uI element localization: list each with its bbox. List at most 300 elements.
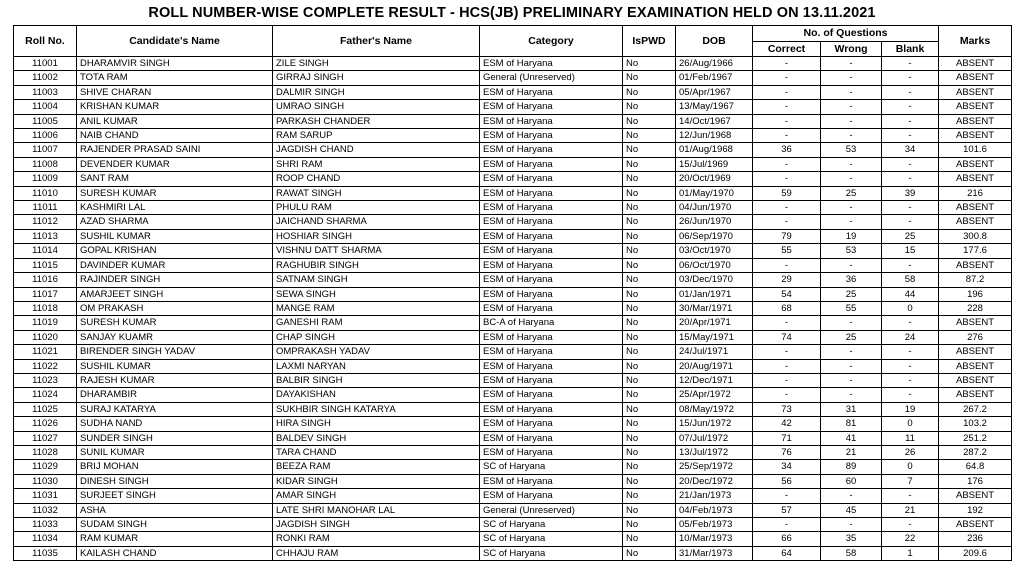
table-row	[14, 287, 1012, 301]
category-cell: ESM of Haryana	[480, 359, 623, 373]
header-marks: Marks	[939, 26, 1012, 57]
wrong-cell: -	[821, 129, 882, 143]
correct-cell: 29	[753, 273, 821, 287]
candidate-name-cell: AZAD SHARMA	[77, 215, 273, 229]
father-name-cell: SATNAM SINGH	[273, 273, 480, 287]
roll-no-cell: 11002	[14, 71, 77, 85]
blank-cell: -	[882, 345, 939, 359]
wrong-cell: -	[821, 388, 882, 402]
roll-no-cell: 11019	[14, 316, 77, 330]
roll-no-cell: 11033	[14, 518, 77, 532]
category-cell: ESM of Haryana	[480, 258, 623, 272]
roll-no-cell: 11024	[14, 388, 77, 402]
candidate-name-cell: SANJAY KUAMR	[77, 330, 273, 344]
category-cell: ESM of Haryana	[480, 143, 623, 157]
wrong-cell: 89	[821, 460, 882, 474]
correct-cell: 68	[753, 301, 821, 315]
category-cell: General (Unreserved)	[480, 71, 623, 85]
dob-cell: 12/Dec/1971	[676, 373, 753, 387]
candidate-name-cell: SUSHIL KUMAR	[77, 359, 273, 373]
category-cell: ESM of Haryana	[480, 244, 623, 258]
father-name-cell: PHULU RAM	[273, 201, 480, 215]
dob-cell: 31/Mar/1973	[676, 546, 753, 560]
wrong-cell: -	[821, 215, 882, 229]
table-row	[14, 417, 1012, 431]
wrong-cell: 25	[821, 186, 882, 200]
category-cell: SC of Haryana	[480, 532, 623, 546]
dob-cell: 14/Oct/1967	[676, 114, 753, 128]
correct-cell: -	[753, 215, 821, 229]
wrong-cell: -	[821, 316, 882, 330]
wrong-cell: -	[821, 172, 882, 186]
ispwd-cell: No	[623, 244, 676, 258]
ispwd-cell: No	[623, 201, 676, 215]
dob-cell: 30/Mar/1971	[676, 301, 753, 315]
father-name-cell: CHHAJU RAM	[273, 546, 480, 560]
roll-no-cell: 11029	[14, 460, 77, 474]
category-cell: ESM of Haryana	[480, 85, 623, 99]
candidate-name-cell: DHARAMVIR SINGH	[77, 57, 273, 71]
marks-cell: ABSENT	[939, 388, 1012, 402]
candidate-name-cell: ASHA	[77, 503, 273, 517]
candidate-name-cell: SHIVE CHARAN	[77, 85, 273, 99]
table-row	[14, 518, 1012, 532]
father-name-cell: DAYAKISHAN	[273, 388, 480, 402]
correct-cell: -	[753, 85, 821, 99]
dob-cell: 08/May/1972	[676, 402, 753, 416]
roll-no-cell: 11003	[14, 85, 77, 99]
dob-cell: 12/Jun/1968	[676, 129, 753, 143]
category-cell: ESM of Haryana	[480, 215, 623, 229]
marks-cell: 236	[939, 532, 1012, 546]
header-ispwd: IsPWD	[623, 26, 676, 57]
roll-no-cell: 11011	[14, 201, 77, 215]
father-name-cell: LAXMI NARYAN	[273, 359, 480, 373]
header-no-of-questions: No. of Questions	[753, 26, 939, 42]
dob-cell: 01/May/1970	[676, 186, 753, 200]
correct-cell: -	[753, 316, 821, 330]
category-cell: ESM of Haryana	[480, 417, 623, 431]
wrong-cell: 60	[821, 474, 882, 488]
wrong-cell: 19	[821, 229, 882, 243]
marks-cell: ABSENT	[939, 316, 1012, 330]
roll-no-cell: 11035	[14, 546, 77, 560]
ispwd-cell: No	[623, 431, 676, 445]
blank-cell: 25	[882, 229, 939, 243]
ispwd-cell: No	[623, 301, 676, 315]
blank-cell: -	[882, 388, 939, 402]
result-table	[13, 25, 1012, 561]
table-row	[14, 258, 1012, 272]
father-name-cell: JAGDISH SINGH	[273, 518, 480, 532]
dob-cell: 26/Aug/1966	[676, 57, 753, 71]
roll-no-cell: 11034	[14, 532, 77, 546]
ispwd-cell: No	[623, 215, 676, 229]
correct-cell: -	[753, 345, 821, 359]
roll-no-cell: 11017	[14, 287, 77, 301]
father-name-cell: AMAR SINGH	[273, 489, 480, 503]
blank-cell: 39	[882, 186, 939, 200]
marks-cell: ABSENT	[939, 345, 1012, 359]
ispwd-cell: No	[623, 71, 676, 85]
table-row	[14, 431, 1012, 445]
category-cell: ESM of Haryana	[480, 57, 623, 71]
wrong-cell: 53	[821, 244, 882, 258]
candidate-name-cell: SURESH KUMAR	[77, 316, 273, 330]
ispwd-cell: No	[623, 229, 676, 243]
marks-cell: 267.2	[939, 402, 1012, 416]
correct-cell: 55	[753, 244, 821, 258]
dob-cell: 01/Jan/1971	[676, 287, 753, 301]
blank-cell: 0	[882, 417, 939, 431]
correct-cell: -	[753, 100, 821, 114]
category-cell: General (Unreserved)	[480, 503, 623, 517]
candidate-name-cell: KAILASH CHAND	[77, 546, 273, 560]
ispwd-cell: No	[623, 546, 676, 560]
father-name-cell: SEWA SINGH	[273, 287, 480, 301]
blank-cell: -	[882, 518, 939, 532]
blank-cell: -	[882, 114, 939, 128]
marks-cell: 287.2	[939, 445, 1012, 459]
table-row	[14, 244, 1012, 258]
roll-no-cell: 11025	[14, 402, 77, 416]
correct-cell: -	[753, 71, 821, 85]
correct-cell: -	[753, 518, 821, 532]
table-row	[14, 316, 1012, 330]
category-cell: ESM of Haryana	[480, 489, 623, 503]
blank-cell: 26	[882, 445, 939, 459]
marks-cell: ABSENT	[939, 172, 1012, 186]
father-name-cell: HOSHIAR SINGH	[273, 229, 480, 243]
marks-cell: 196	[939, 287, 1012, 301]
father-name-cell: BALDEV SINGH	[273, 431, 480, 445]
wrong-cell: -	[821, 157, 882, 171]
correct-cell: 34	[753, 460, 821, 474]
roll-no-cell: 11007	[14, 143, 77, 157]
table-row	[14, 546, 1012, 560]
wrong-cell: 35	[821, 532, 882, 546]
candidate-name-cell: SUNDER SINGH	[77, 431, 273, 445]
marks-cell: ABSENT	[939, 100, 1012, 114]
ispwd-cell: No	[623, 186, 676, 200]
father-name-cell: JAICHAND SHARMA	[273, 215, 480, 229]
marks-cell: ABSENT	[939, 201, 1012, 215]
marks-cell: 192	[939, 503, 1012, 517]
dob-cell: 20/Apr/1971	[676, 316, 753, 330]
blank-cell: 19	[882, 402, 939, 416]
table-row	[14, 215, 1012, 229]
dob-cell: 07/Jul/1972	[676, 431, 753, 445]
dob-cell: 20/Oct/1969	[676, 172, 753, 186]
wrong-cell: 25	[821, 287, 882, 301]
roll-no-cell: 11027	[14, 431, 77, 445]
table-row	[14, 201, 1012, 215]
roll-no-cell: 11026	[14, 417, 77, 431]
father-name-cell: ROOP CHAND	[273, 172, 480, 186]
correct-cell: 59	[753, 186, 821, 200]
candidate-name-cell: NAIB CHAND	[77, 129, 273, 143]
table-row	[14, 301, 1012, 315]
dob-cell: 04/Jun/1970	[676, 201, 753, 215]
correct-cell: -	[753, 201, 821, 215]
roll-no-cell: 11023	[14, 373, 77, 387]
ispwd-cell: No	[623, 388, 676, 402]
blank-cell: 58	[882, 273, 939, 287]
table-row	[14, 503, 1012, 517]
marks-cell: ABSENT	[939, 129, 1012, 143]
wrong-cell: -	[821, 258, 882, 272]
header-wrong: Wrong	[821, 41, 882, 57]
ispwd-cell: No	[623, 345, 676, 359]
table-row	[14, 532, 1012, 546]
header-dob: DOB	[676, 26, 753, 57]
father-name-cell: UMRAO SINGH	[273, 100, 480, 114]
correct-cell: -	[753, 57, 821, 71]
table-row	[14, 460, 1012, 474]
roll-no-cell: 11008	[14, 157, 77, 171]
ispwd-cell: No	[623, 129, 676, 143]
category-cell: SC of Haryana	[480, 546, 623, 560]
category-cell: ESM of Haryana	[480, 172, 623, 186]
correct-cell: 57	[753, 503, 821, 517]
roll-no-cell: 11020	[14, 330, 77, 344]
father-name-cell: TARA CHAND	[273, 445, 480, 459]
candidate-name-cell: RAM KUMAR	[77, 532, 273, 546]
father-name-cell: SUKHBIR SINGH KATARYA	[273, 402, 480, 416]
candidate-name-cell: SUNIL KUMAR	[77, 445, 273, 459]
dob-cell: 03/Dec/1970	[676, 273, 753, 287]
marks-cell: ABSENT	[939, 373, 1012, 387]
marks-cell: ABSENT	[939, 114, 1012, 128]
blank-cell: -	[882, 215, 939, 229]
roll-no-cell: 11005	[14, 114, 77, 128]
table-body	[14, 57, 1012, 561]
marks-cell: 251.2	[939, 431, 1012, 445]
ispwd-cell: No	[623, 445, 676, 459]
category-cell: SC of Haryana	[480, 518, 623, 532]
category-cell: ESM of Haryana	[480, 201, 623, 215]
wrong-cell: -	[821, 373, 882, 387]
ispwd-cell: No	[623, 474, 676, 488]
dob-cell: 06/Oct/1970	[676, 258, 753, 272]
ispwd-cell: No	[623, 532, 676, 546]
marks-cell: ABSENT	[939, 258, 1012, 272]
wrong-cell: -	[821, 57, 882, 71]
correct-cell: -	[753, 258, 821, 272]
wrong-cell: 31	[821, 402, 882, 416]
table-row	[14, 474, 1012, 488]
father-name-cell: CHAP SINGH	[273, 330, 480, 344]
correct-cell: 64	[753, 546, 821, 560]
father-name-cell: RONKI RAM	[273, 532, 480, 546]
candidate-name-cell: TOTA RAM	[77, 71, 273, 85]
correct-cell: -	[753, 172, 821, 186]
correct-cell: 74	[753, 330, 821, 344]
table-row	[14, 172, 1012, 186]
blank-cell: -	[882, 129, 939, 143]
dob-cell: 24/Jul/1971	[676, 345, 753, 359]
marks-cell: 103.2	[939, 417, 1012, 431]
wrong-cell: 25	[821, 330, 882, 344]
table-row	[14, 273, 1012, 287]
marks-cell: 276	[939, 330, 1012, 344]
table-row	[14, 85, 1012, 99]
table-row	[14, 373, 1012, 387]
correct-cell: 79	[753, 229, 821, 243]
blank-cell: 7	[882, 474, 939, 488]
roll-no-cell: 11018	[14, 301, 77, 315]
marks-cell: 216	[939, 186, 1012, 200]
wrong-cell: 58	[821, 546, 882, 560]
marks-cell: 228	[939, 301, 1012, 315]
dob-cell: 25/Sep/1972	[676, 460, 753, 474]
category-cell: ESM of Haryana	[480, 273, 623, 287]
candidate-name-cell: RAJINDER SINGH	[77, 273, 273, 287]
category-cell: SC of Haryana	[480, 460, 623, 474]
table-row	[14, 445, 1012, 459]
ispwd-cell: No	[623, 273, 676, 287]
wrong-cell: 55	[821, 301, 882, 315]
candidate-name-cell: ANIL KUMAR	[77, 114, 273, 128]
correct-cell: -	[753, 373, 821, 387]
father-name-cell: BALBIR SINGH	[273, 373, 480, 387]
dob-cell: 05/Apr/1967	[676, 85, 753, 99]
dob-cell: 20/Dec/1972	[676, 474, 753, 488]
wrong-cell: 53	[821, 143, 882, 157]
blank-cell: -	[882, 71, 939, 85]
ispwd-cell: No	[623, 143, 676, 157]
marks-cell: ABSENT	[939, 71, 1012, 85]
roll-no-cell: 11015	[14, 258, 77, 272]
candidate-name-cell: RAJESH KUMAR	[77, 373, 273, 387]
ispwd-cell: No	[623, 172, 676, 186]
blank-cell: 1	[882, 546, 939, 560]
wrong-cell: -	[821, 489, 882, 503]
category-cell: ESM of Haryana	[480, 287, 623, 301]
table-row	[14, 229, 1012, 243]
roll-no-cell: 11009	[14, 172, 77, 186]
category-cell: ESM of Haryana	[480, 388, 623, 402]
blank-cell: 15	[882, 244, 939, 258]
father-name-cell: MANGE RAM	[273, 301, 480, 315]
blank-cell: -	[882, 316, 939, 330]
category-cell: ESM of Haryana	[480, 402, 623, 416]
father-name-cell: ZILE SINGH	[273, 57, 480, 71]
blank-cell: 0	[882, 460, 939, 474]
ispwd-cell: No	[623, 489, 676, 503]
dob-cell: 01/Aug/1968	[676, 143, 753, 157]
roll-no-cell: 11012	[14, 215, 77, 229]
candidate-name-cell: OM PRAKASH	[77, 301, 273, 315]
dob-cell: 13/May/1967	[676, 100, 753, 114]
table-row	[14, 100, 1012, 114]
blank-cell: -	[882, 258, 939, 272]
candidate-name-cell: RAJENDER PRASAD SAINI	[77, 143, 273, 157]
candidate-name-cell: DHARAMBIR	[77, 388, 273, 402]
blank-cell: -	[882, 373, 939, 387]
wrong-cell: -	[821, 85, 882, 99]
ispwd-cell: No	[623, 258, 676, 272]
category-cell: ESM of Haryana	[480, 129, 623, 143]
roll-no-cell: 11030	[14, 474, 77, 488]
dob-cell: 15/Jul/1969	[676, 157, 753, 171]
correct-cell: -	[753, 114, 821, 128]
ispwd-cell: No	[623, 503, 676, 517]
correct-cell: 42	[753, 417, 821, 431]
father-name-cell: DALMIR SINGH	[273, 85, 480, 99]
roll-no-cell: 11028	[14, 445, 77, 459]
table-row	[14, 186, 1012, 200]
dob-cell: 21/Jan/1973	[676, 489, 753, 503]
category-cell: ESM of Haryana	[480, 474, 623, 488]
ispwd-cell: No	[623, 287, 676, 301]
correct-cell: 76	[753, 445, 821, 459]
table-row	[14, 359, 1012, 373]
category-cell: ESM of Haryana	[480, 100, 623, 114]
blank-cell: -	[882, 172, 939, 186]
blank-cell: 0	[882, 301, 939, 315]
category-cell: ESM of Haryana	[480, 301, 623, 315]
table-row	[14, 114, 1012, 128]
correct-cell: 56	[753, 474, 821, 488]
father-name-cell: GIRRAJ SINGH	[273, 71, 480, 85]
candidate-name-cell: SANT RAM	[77, 172, 273, 186]
candidate-name-cell: DINESH SINGH	[77, 474, 273, 488]
marks-cell: ABSENT	[939, 359, 1012, 373]
dob-cell: 25/Apr/1972	[676, 388, 753, 402]
correct-cell: 54	[753, 287, 821, 301]
father-name-cell: RAGHUBIR SINGH	[273, 258, 480, 272]
marks-cell: ABSENT	[939, 215, 1012, 229]
wrong-cell: -	[821, 359, 882, 373]
category-cell: BC-A of Haryana	[480, 316, 623, 330]
correct-cell: -	[753, 129, 821, 143]
marks-cell: ABSENT	[939, 518, 1012, 532]
correct-cell: -	[753, 157, 821, 171]
father-name-cell: PARKASH CHANDER	[273, 114, 480, 128]
roll-no-cell: 11010	[14, 186, 77, 200]
blank-cell: 44	[882, 287, 939, 301]
blank-cell: 11	[882, 431, 939, 445]
roll-no-cell: 11014	[14, 244, 77, 258]
candidate-name-cell: BRIJ MOHAN	[77, 460, 273, 474]
ispwd-cell: No	[623, 114, 676, 128]
candidate-name-cell: SURJEET SINGH	[77, 489, 273, 503]
dob-cell: 26/Jun/1970	[676, 215, 753, 229]
ispwd-cell: No	[623, 330, 676, 344]
header-correct: Correct	[753, 41, 821, 57]
candidate-name-cell: SURESH KUMAR	[77, 186, 273, 200]
father-name-cell: BEEZA RAM	[273, 460, 480, 474]
dob-cell: 15/May/1971	[676, 330, 753, 344]
header-row-1	[14, 26, 1012, 42]
header-category: Category	[480, 26, 623, 57]
marks-cell: ABSENT	[939, 85, 1012, 99]
table-header	[14, 26, 1012, 57]
wrong-cell: -	[821, 114, 882, 128]
roll-no-cell: 11013	[14, 229, 77, 243]
table-row	[14, 57, 1012, 71]
candidate-name-cell: DEVENDER KUMAR	[77, 157, 273, 171]
roll-no-cell: 11016	[14, 273, 77, 287]
dob-cell: 03/Oct/1970	[676, 244, 753, 258]
blank-cell: 24	[882, 330, 939, 344]
category-cell: ESM of Haryana	[480, 186, 623, 200]
father-name-cell: LATE SHRI MANOHAR LAL	[273, 503, 480, 517]
table-row	[14, 489, 1012, 503]
wrong-cell: 21	[821, 445, 882, 459]
blank-cell: -	[882, 85, 939, 99]
